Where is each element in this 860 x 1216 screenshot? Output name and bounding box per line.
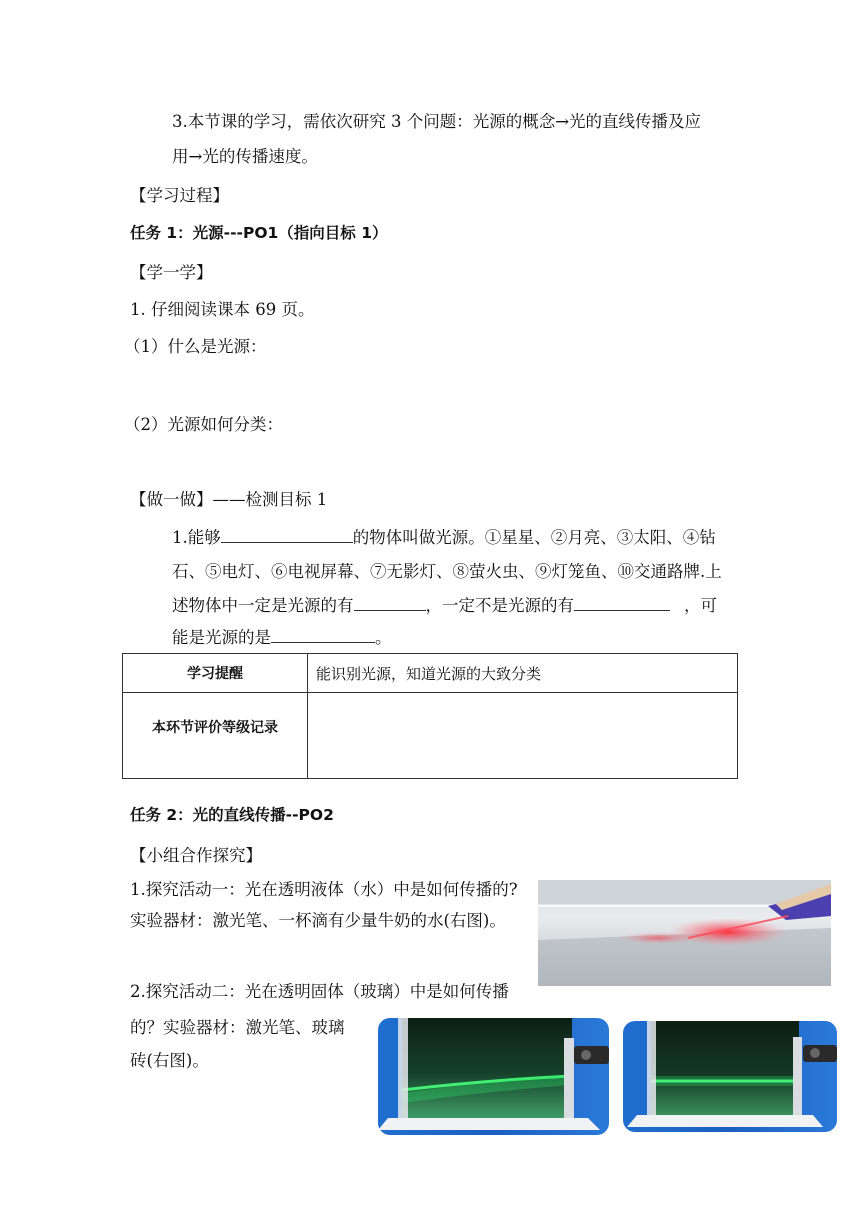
exercise-text: 述物体中一定是光源的有 [172,596,354,615]
activity-1-line-1: 1.探究活动一：光在透明液体（水）中是如何传播的? [130,880,518,899]
table-row [123,654,738,693]
do-heading: 【做一做】——检测目标 1 [130,490,328,509]
intro-line-2: 用→光的传播速度。 [172,147,318,166]
question-1: （1）什么是光源： [124,337,267,356]
reminder-value: 能识别光源，知道光源的大致分类 [308,654,738,693]
glass-brick-photo-2 [623,1021,837,1132]
grade-record-value[interactable] [308,693,738,779]
exercise-text: 。 [375,628,392,647]
exercise-text: 能是光源的是 [172,628,271,647]
answer-blank-2[interactable] [354,594,426,611]
task2-heading: 任务 2：光的直线传播--PO2 [130,806,334,824]
learn-heading: 【学一学】 [130,263,213,282]
activity-2-line-3: 砖(右图)。 [130,1051,209,1070]
evaluation-table [122,653,738,779]
laser-water-photo [538,880,831,986]
table-row [123,693,738,779]
activity-2-line-2: 的？实验器材：激光笔、玻璃 [130,1018,345,1037]
exercise-line-3 [172,594,717,617]
glass-brick-photo-1 [378,1018,609,1135]
intro-line-1: 3.本节课的学习，需依次研究 3 个问题：光源的概念→光的直线传播及应 [172,112,702,131]
activity-2-line-1: 2.探究活动二：光在透明固体（玻璃）中是如何传播 [130,982,509,1001]
glass-brick-image-1 [378,1018,609,1135]
task1-heading: 任务 1：光源---PO1（指向目标 1） [130,224,388,242]
grade-record-label: 本环节评价等级记录 [123,693,308,779]
answer-blank-3[interactable] [574,594,670,611]
question-2: （2）光源如何分类： [124,415,283,434]
exercise-text: ，可 [684,596,717,615]
group-heading: 【小组合作探究】 [130,846,262,865]
laser-water-image [538,880,831,986]
answer-blank-1[interactable] [221,526,353,543]
exercise-text: 1.能够 [172,528,221,547]
exercise-line-2: 石、⑤电灯、⑥电视屏幕、⑦无影灯、⑧萤火虫、⑨灯笼鱼、⑩交通路牌.上 [172,562,722,581]
answer-blank-4[interactable] [271,626,375,643]
exercise-text: 的物体叫做光源。①星星、②月亮、③太阳、④钻 [352,528,716,547]
read-item: 1. 仔细阅读课本 69 页。 [130,300,315,319]
process-heading: 【学习过程】 [130,186,229,205]
exercise-text: ，一定不是光源的有 [425,596,574,615]
reminder-label: 学习提醒 [123,654,308,693]
activity-1-line-2: 实验器材：激光笔、一杯滴有少量牛奶的水(右图)。 [130,911,506,930]
glass-brick-image-2 [623,1021,837,1132]
exercise-line-4 [172,626,392,649]
exercise-line-1 [172,526,716,549]
